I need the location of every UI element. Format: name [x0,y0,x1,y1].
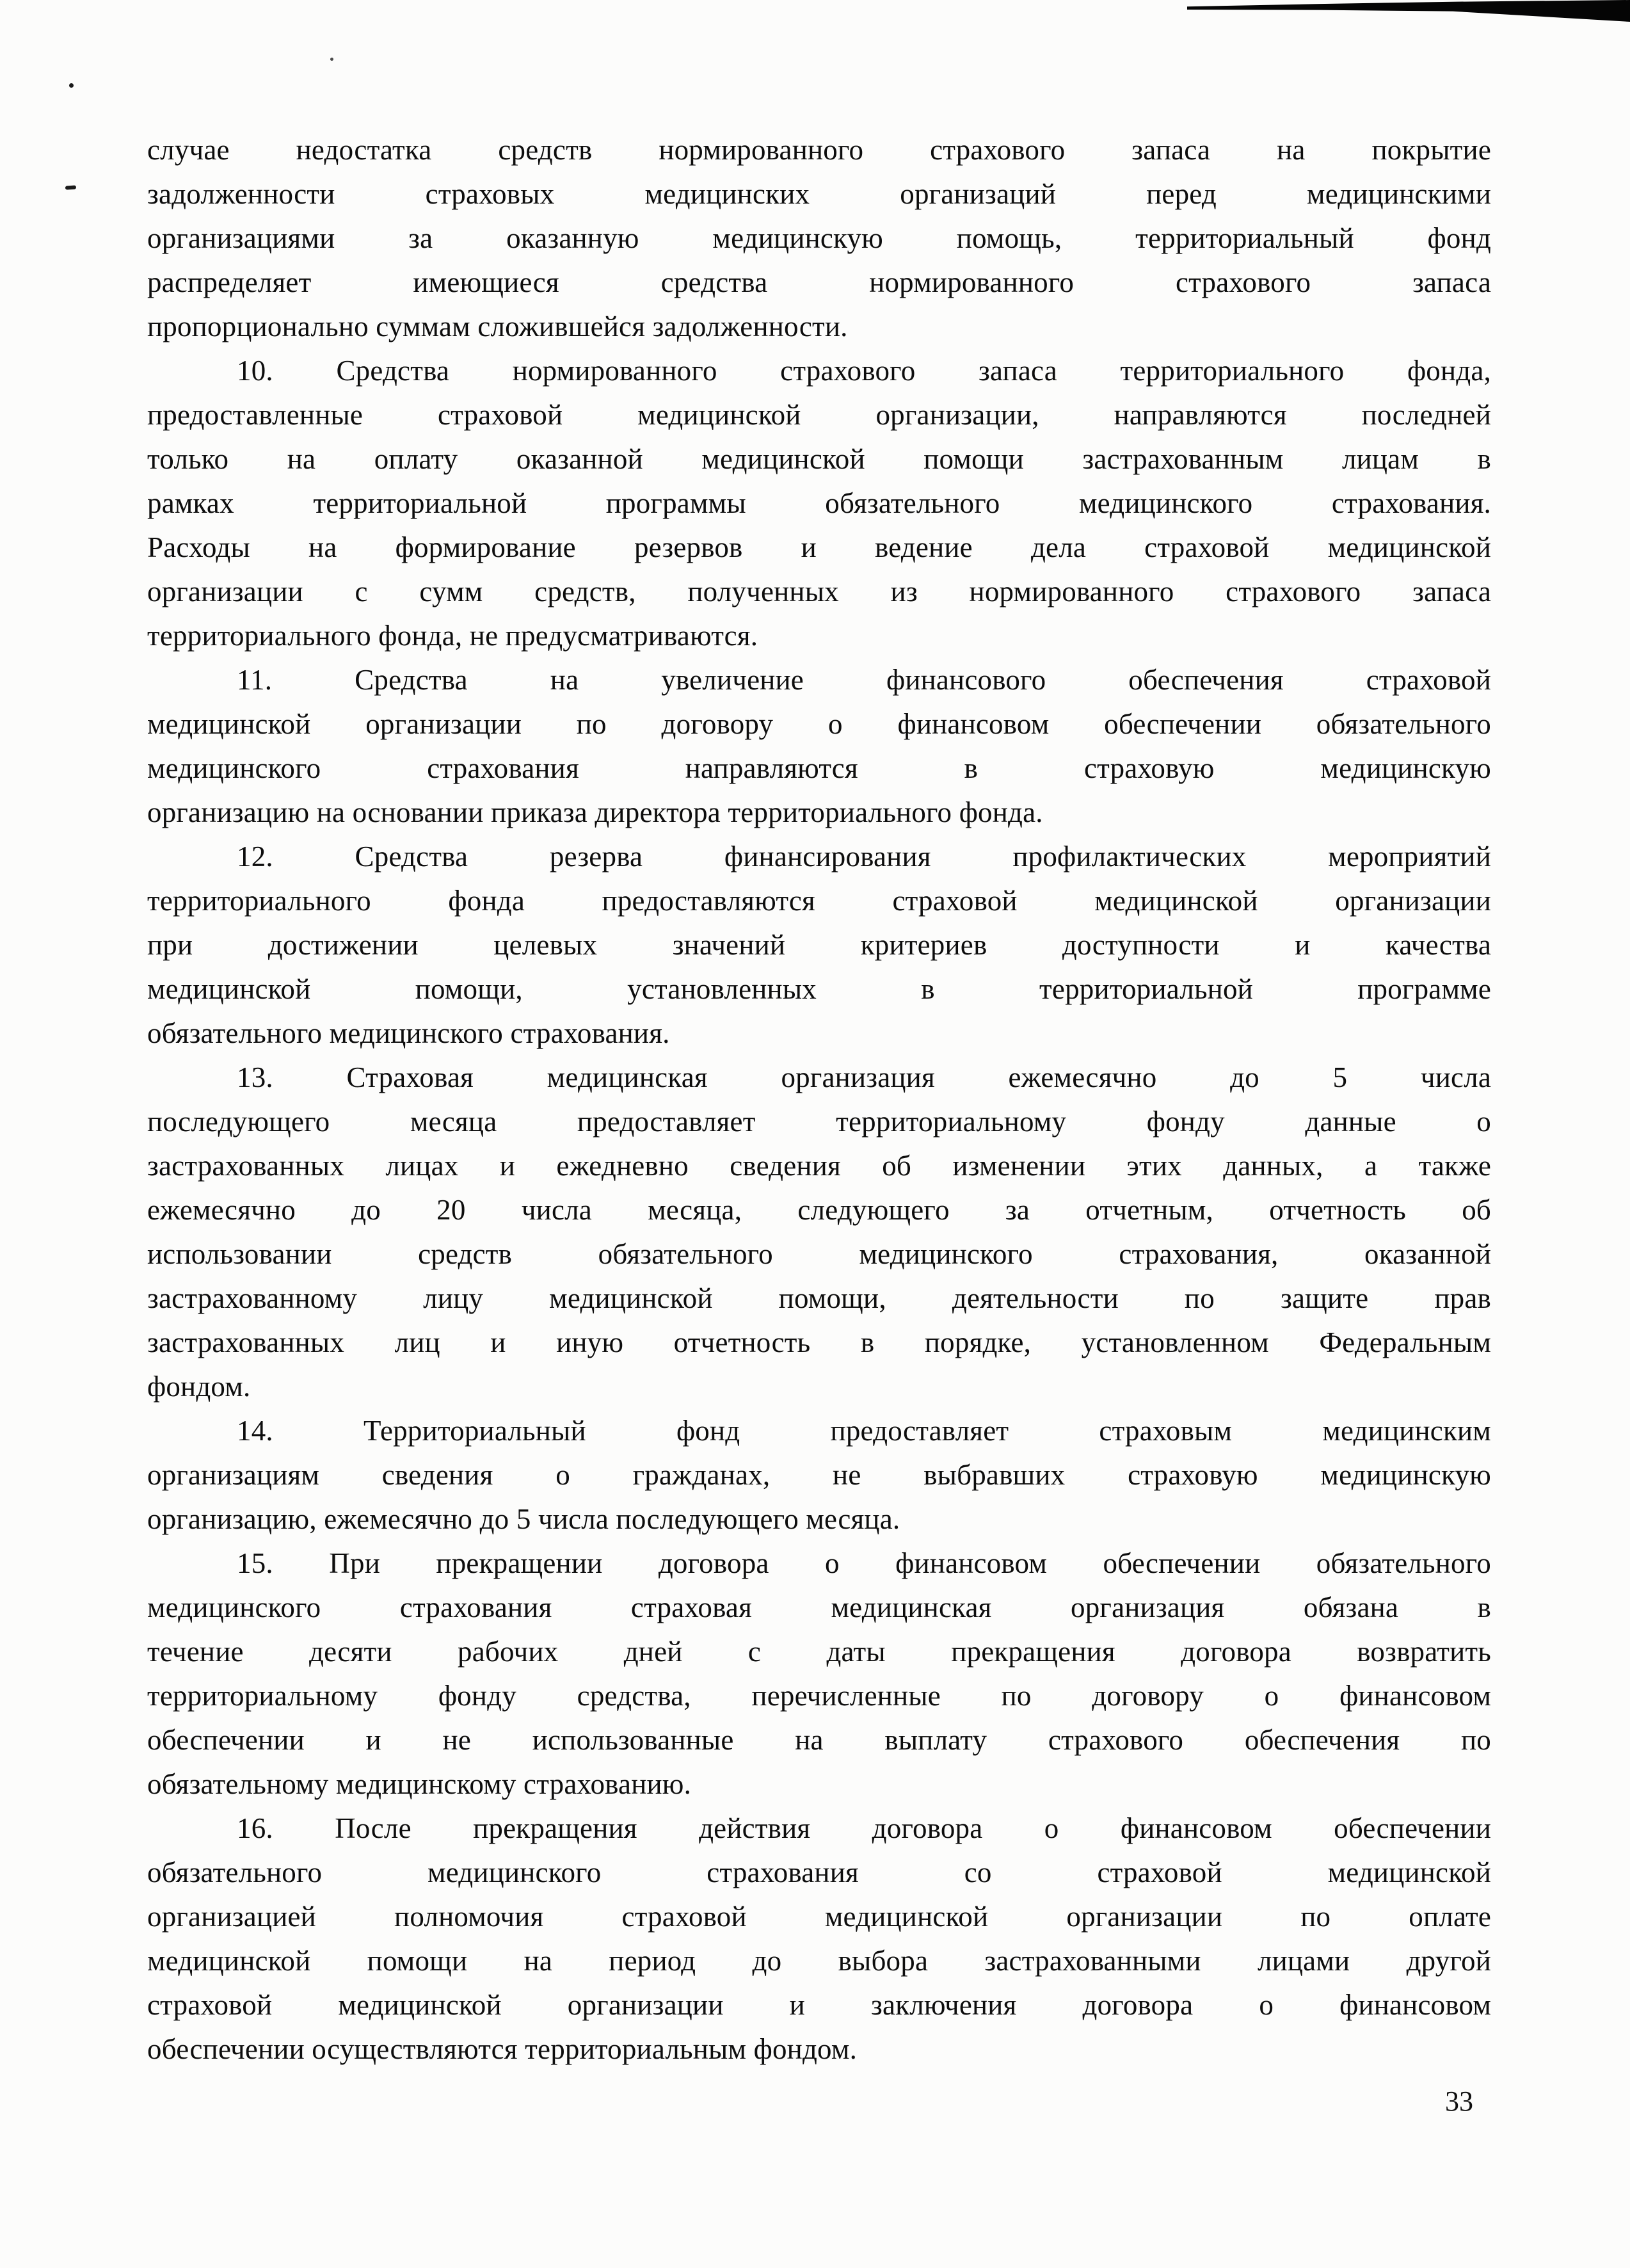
text-line: 13. Страховая медицинская организация ежемесячно до 5 числа [237,1061,1491,1093]
text-line: застрахованных лицах и ежедневно сведения об изменении этих данных, а также [147,1150,1491,1182]
paragraph [147,349,1491,658]
text-line: обязательному медицинскому страхованию. [147,1768,692,1800]
text-line: 12. Средства резерва финансирования профилактических мероприятий [237,840,1491,873]
text-line: пропорционально суммам сложившейся задолженности. [147,310,848,342]
text-line: территориального фонда предоставляются страховой медицинской организации [147,885,1491,917]
text-line: медицинской помощи, установленных в территориальной программе [147,973,1491,1005]
paragraph [147,658,1491,835]
text-line: медицинской помощи на период до выбора застрахованными лицами другой [147,1945,1491,1977]
text-line: медицинского страхования страховая медицинская организация обязана в [147,1591,1491,1623]
text-line: территориального фонда, не предусматриваются. [147,620,758,652]
text-line: предоставленные страховой медицинской организации, направляются последней [147,399,1491,431]
text-line: медицинской организации по договору о финансовом обеспечении обязательного [147,708,1491,740]
text-line: обеспечении осуществляются территориальным фондом. [147,2033,858,2065]
page-number: 33 [1445,2086,1473,2117]
text-line: обязательного медицинского страхования. [147,1017,670,1049]
text-line: при достижении целевых значений критериев доступности и качества [147,929,1491,961]
text-line: обязательного медицинского страхования со страховой медицинской [147,1856,1491,1888]
text-line: организацию, ежемесячно до 5 числа последующего месяца. [147,1503,900,1535]
text-line: организациям сведения о гражданах, не выбравших страховую медицинскую [147,1459,1491,1491]
text-line: течение десяти рабочих дней с даты прекращения договора возвратить [147,1636,1491,1668]
text-line: обеспечении и не использованные на выплату страхового обеспечения по [147,1724,1491,1756]
scan-edge-artifact [1187,0,1630,22]
text-line: территориальному фонду средства, перечисленные по договору о финансовом [147,1680,1491,1712]
document-text-block [147,128,1491,2071]
text-line: организацией полномочия страховой медицинской организации по оплате [147,1901,1491,1933]
text-line: ежемесячно до 20 числа месяца, следующего за отчетным, отчетность об [147,1194,1491,1226]
text-line: Расходы на формирование резервов и ведение дела страховой медицинской [147,531,1491,563]
text-line: застрахованных лиц и иную отчетность в порядке, установленном Федеральным [147,1326,1491,1358]
ink-speck [330,58,333,61]
text-line: распределяет имеющиеся средства нормированного страхового запаса [147,266,1491,298]
text-line: фондом. [147,1371,251,1403]
text-line: организациями за оказанную медицинскую помощь, территориальный фонд [147,222,1491,254]
text-line: последующего месяца предоставляет территориальному фонду данные о [147,1106,1491,1138]
text-line: использовании средств обязательного медицинского страхования, оказанной [147,1238,1491,1270]
text-line: случае недостатка средств нормированного страхового запаса на покрытие [147,134,1491,166]
paragraph [147,835,1491,1056]
paragraph [147,1541,1491,1806]
text-line: 11. Средства на увеличение финансового обеспечения страховой [237,664,1491,696]
paragraph [147,1806,1491,2071]
text-line: 16. После прекращения действия договора о финансовом обеспечении [237,1812,1491,1844]
text-line: задолженности страховых медицинских организаций перед медицинскими [147,178,1491,210]
text-line: 14. Территориальный фонд предоставляет страховым медицинским [237,1415,1491,1447]
text-line: 15. При прекращении договора о финансовом обеспечении обязательного [237,1547,1491,1579]
text-line: только на оплату оказанной медицинской помощи застрахованным лицам в [147,443,1491,475]
text-line: организацию на основании приказа директора территориального фонда. [147,796,1043,828]
text-line: организации с сумм средств, полученных из нормированного страхового запаса [147,575,1491,607]
margin-ink-dash [65,185,76,189]
text-line: застрахованному лицу медицинской помощи, деятельности по защите прав [147,1282,1491,1314]
text-line: страховой медицинской организации и заключения договора о финансовом [147,1989,1491,2021]
paragraph [147,1056,1491,1409]
text-line: 10. Средства нормированного страхового запаса территориального фонда, [237,355,1491,387]
margin-ink-dot [69,83,74,88]
paragraph [147,128,1491,349]
text-line: рамках территориальной программы обязательного медицинского страхования. [147,487,1491,519]
text-line: медицинского страхования направляются в страховую медицинскую [147,752,1491,784]
paragraph [147,1409,1491,1541]
